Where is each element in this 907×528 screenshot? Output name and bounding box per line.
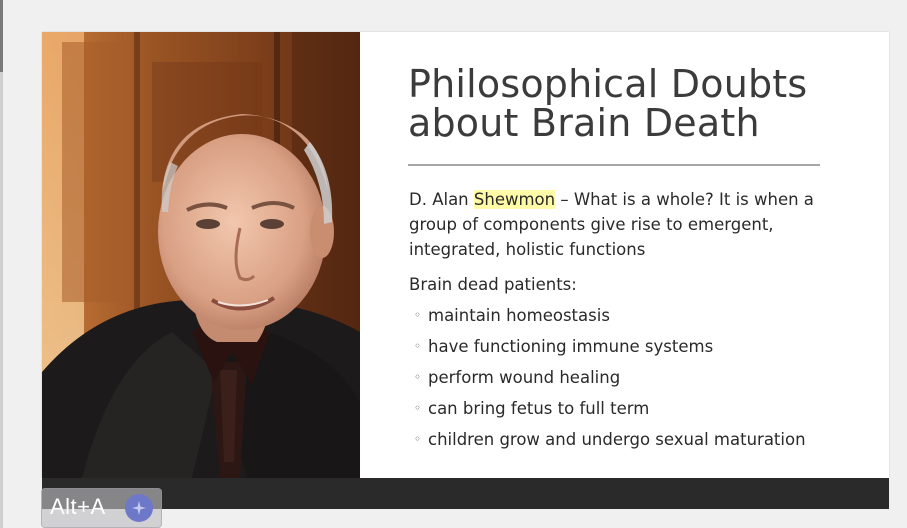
presentation-slide: [42, 32, 889, 478]
title-divider: [408, 164, 820, 166]
alt-a-shortcut-overlay[interactable]: [41, 488, 162, 528]
bullet-item: ◦ can bring fetus to full term: [409, 396, 819, 421]
slide-bottom-bar: [42, 478, 889, 509]
intro-prefix: D. Alan: [409, 190, 474, 209]
window-left-edge-dark: [0, 0, 3, 72]
bullet-list: [409, 303, 819, 452]
window-left-edge: [0, 0, 3, 528]
alt-a-label: Alt+A: [50, 494, 106, 519]
portrait-photo: [42, 32, 360, 478]
bullet-item: ◦ perform wound healing: [409, 365, 819, 390]
sparkle-icon-glyph: [132, 501, 146, 515]
sparkle-icon[interactable]: [125, 494, 153, 522]
slide-content: [408, 32, 878, 478]
bullet-item: ◦ have functioning immune systems: [409, 334, 819, 359]
slide-body: [409, 187, 819, 452]
bullets-subheading: Brain dead patients:: [409, 275, 577, 294]
highlighted-name: Shewmon: [473, 190, 556, 209]
bullet-item: ◦ children grow and undergo sexual maturation: [409, 427, 819, 452]
portrait-photo-svg: [42, 32, 360, 478]
bullet-item: ◦ maintain homeostasis: [409, 303, 819, 328]
intro-suffix: – What is a whole? It is when a group of components give rise to emergent, integrated, holistic functions: [409, 190, 814, 259]
intro-paragraph: [409, 187, 819, 262]
slide-title: Philosophical Doubts about Brain Death: [408, 62, 808, 145]
